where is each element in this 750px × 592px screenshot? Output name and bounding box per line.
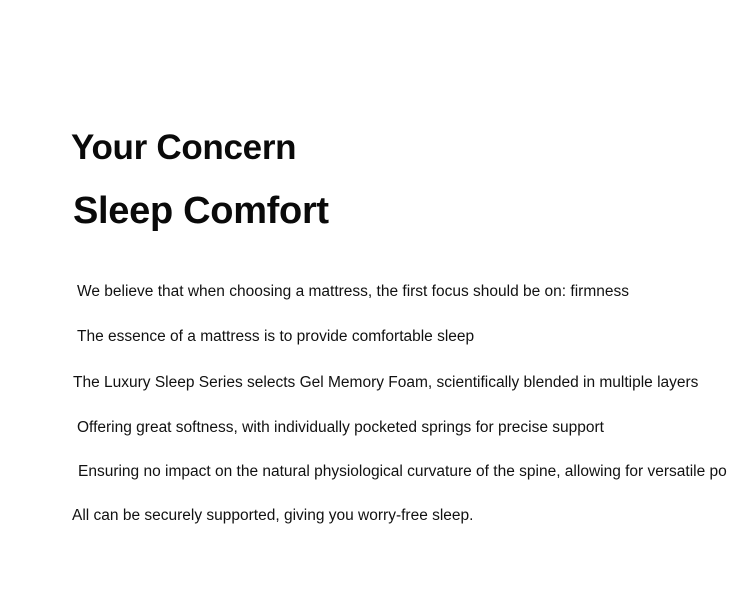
paragraph-spine-curvature: Ensuring no impact on the natural physiological curvature of the spine, allowing for versatile po bbox=[78, 463, 727, 480]
paragraph-gel-memory-foam: The Luxury Sleep Series selects Gel Memory Foam, scientifically blended in multiple layers bbox=[73, 374, 699, 391]
paragraph-pocketed-springs: Offering great softness, with individually pocketed springs for precise support bbox=[77, 419, 604, 436]
heading-sleep-comfort: Sleep Comfort bbox=[73, 190, 329, 232]
paragraph-worry-free: All can be securely supported, giving you worry-free sleep. bbox=[72, 507, 474, 524]
heading-your-concern: Your Concern bbox=[71, 128, 297, 167]
paragraph-essence: The essence of a mattress is to provide comfortable sleep bbox=[77, 328, 475, 345]
paragraph-firmness: We believe that when choosing a mattress, the first focus should be on: firmness bbox=[77, 283, 629, 300]
